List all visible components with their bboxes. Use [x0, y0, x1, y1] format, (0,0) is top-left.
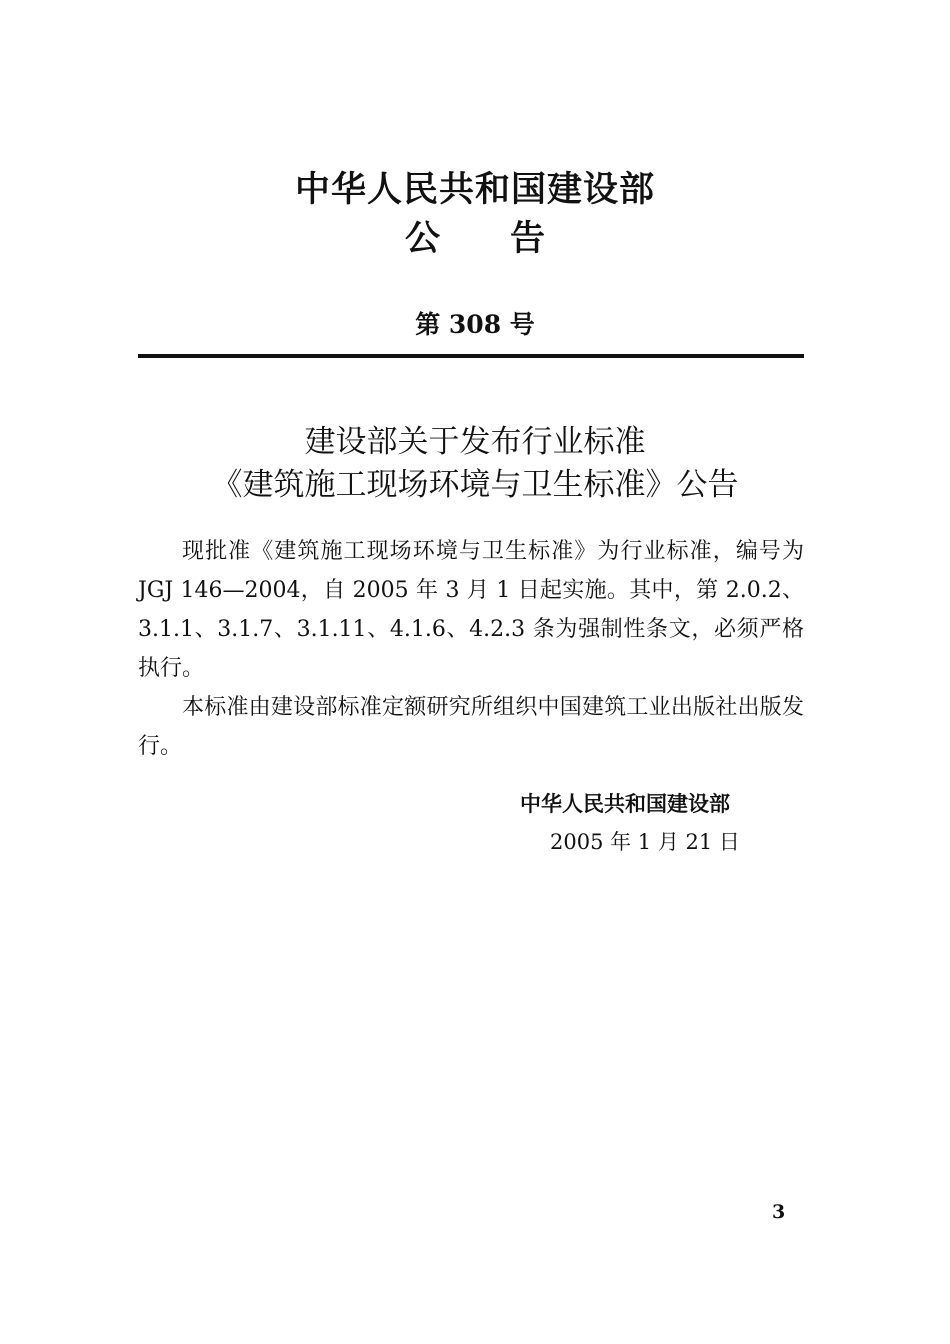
document-title-line-1: 建设部关于发布行业标准 — [304, 424, 646, 460]
document-title-line-2: 《建筑施工现场环境与卫生标准》公告 — [211, 467, 739, 503]
signature-date: 2005 年 1 月 21 日 — [550, 830, 740, 854]
notice-heading — [0, 211, 950, 261]
body-paragraph-2: 本标准由建设部标准定额研究所组织中国建筑工业出版社出版发行。 — [138, 695, 804, 759]
notice-number: 第 308 号 — [415, 310, 535, 339]
divider-rule — [138, 354, 804, 358]
page-number: 3 — [772, 1201, 786, 1223]
notice-body — [138, 532, 804, 766]
signature-organization: 中华人民共和国建设部 — [520, 792, 730, 816]
signature-block — [520, 789, 810, 857]
notice-heading-char-1: 公 — [404, 219, 440, 259]
body-paragraph-1: 现批准《建筑施工现场环境与卫生标准》为行业标准，编号为 JGJ 146—2004，自 2005 年 3 月 1 日起实施。其中，第 2.0.2、3.1.1、3.1.7、3.1.11、4.1.6、4.2.3 条为强制性条文，必须严格执行。 — [138, 539, 804, 681]
ministry-title: 中华人民共和国建设部 — [294, 170, 655, 210]
notice-heading-char-2: 告 — [510, 219, 546, 259]
